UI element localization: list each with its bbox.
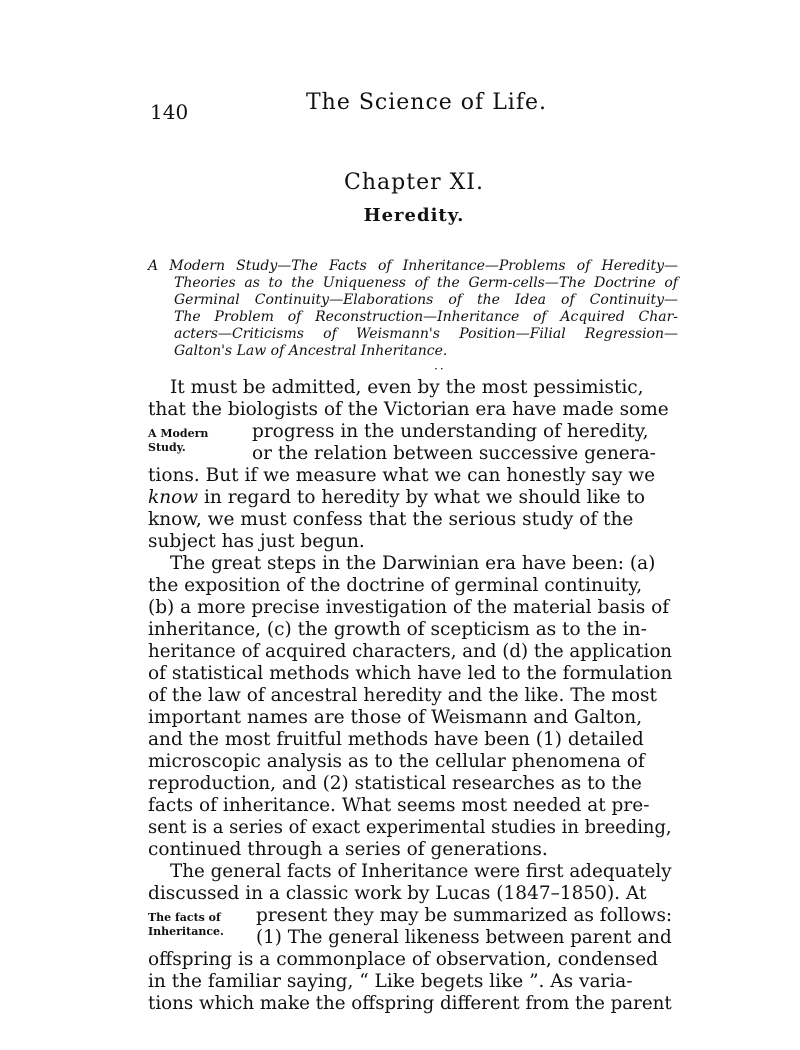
summary-line: Theories as to the Uniqueness of the Germ-cells—The Doctrine of [174, 275, 678, 291]
body-line: It must be admitted, even by the most pessimistic, [170, 377, 644, 398]
body-line: offspring is a commonplace of observation, condensed [148, 949, 659, 970]
sidenote-facts-of-inheritance-cont: Inheritance. [148, 925, 224, 938]
emphasis-know: know [148, 487, 199, 508]
summary-line: Germinal Continuity—Elaborations of the Idea of Continuity— [174, 292, 678, 308]
body-line: The great steps in the Darwinian era have been: (a) [170, 553, 656, 574]
body-line: continued through a series of generations. [148, 839, 548, 860]
body-line: sent is a series of exact experimental studies in breeding, [148, 817, 672, 838]
body-line: heritance of acquired characters, and (d) the application [148, 641, 673, 662]
sidenote-modern-study: A Modern [148, 427, 209, 440]
sidenote-facts-of-inheritance: The facts of [148, 911, 221, 924]
body-line: or the relation between successive genera- [252, 443, 656, 464]
page-number: 140 [150, 100, 189, 124]
body-line: the exposition of the doctrine of germinal continuity, [148, 575, 643, 596]
chapter-title: Heredity. [363, 205, 465, 226]
body-line: subject has just begun. [148, 531, 365, 552]
body-line: that the biologists of the Victorian era have made some [148, 399, 669, 420]
summary-line: Galton's Law of Ancestral Inheritance. [174, 343, 448, 359]
printer-dots: ·· [434, 362, 446, 376]
body-line: microscopic analysis as to the cellular phenomena of [148, 751, 645, 772]
body-line: discussed in a classic work by Lucas (1847–1850). At [148, 883, 647, 904]
body-line: present they may be summarized as follows: [256, 905, 673, 926]
body-line: important names are those of Weismann and Galton, [148, 707, 643, 728]
chapter-summary [148, 258, 678, 360]
body-line: progress in the understanding of heredity, [252, 421, 649, 442]
sidenote-modern-study-cont: Study. [148, 441, 186, 454]
body-line: tions. But if we measure what we can honestly say we [148, 465, 656, 486]
body-line: inheritance, (c) the growth of scepticism as to the in- [148, 619, 647, 640]
body-line [148, 487, 645, 509]
body-line: facts of inheritance. What seems most needed at pre- [148, 795, 650, 816]
body-line: reproduction, and (2) statistical researches as to the [148, 773, 642, 794]
summary-line: A Modern Study—The Facts of Inheritance—Problems of Heredity— [148, 258, 678, 274]
summary-line: The Problem of Reconstruction—Inheritance of Acquired Char- [174, 309, 678, 325]
chapter-heading: Chapter XI. [344, 170, 484, 195]
body-line: tions which make the offspring different from the parent [148, 993, 672, 1014]
body-line: of statistical methods which have led to the formulation [148, 663, 673, 684]
running-title: The Science of Life. [306, 90, 547, 115]
summary-line: acters—Criticisms of Weismann's Position—Filial Regression— [174, 326, 678, 342]
body-line: (1) The general likeness between parent and [256, 927, 672, 948]
body-line: of the law of ancestral heredity and the like. The most [148, 685, 657, 706]
body-line: (b) a more precise investigation of the material basis of [148, 597, 670, 618]
body-line: and the most fruitful methods have been (1) detailed [148, 729, 644, 750]
body-line: The general facts of Inheritance were first adequately [170, 861, 672, 882]
body-line-rest: in regard to heredity by what we should like to [198, 487, 646, 508]
body-line: know, we must confess that the serious study of the [148, 509, 634, 530]
body-line: in the familiar saying, “ Like begets like ”. As varia- [148, 971, 633, 992]
